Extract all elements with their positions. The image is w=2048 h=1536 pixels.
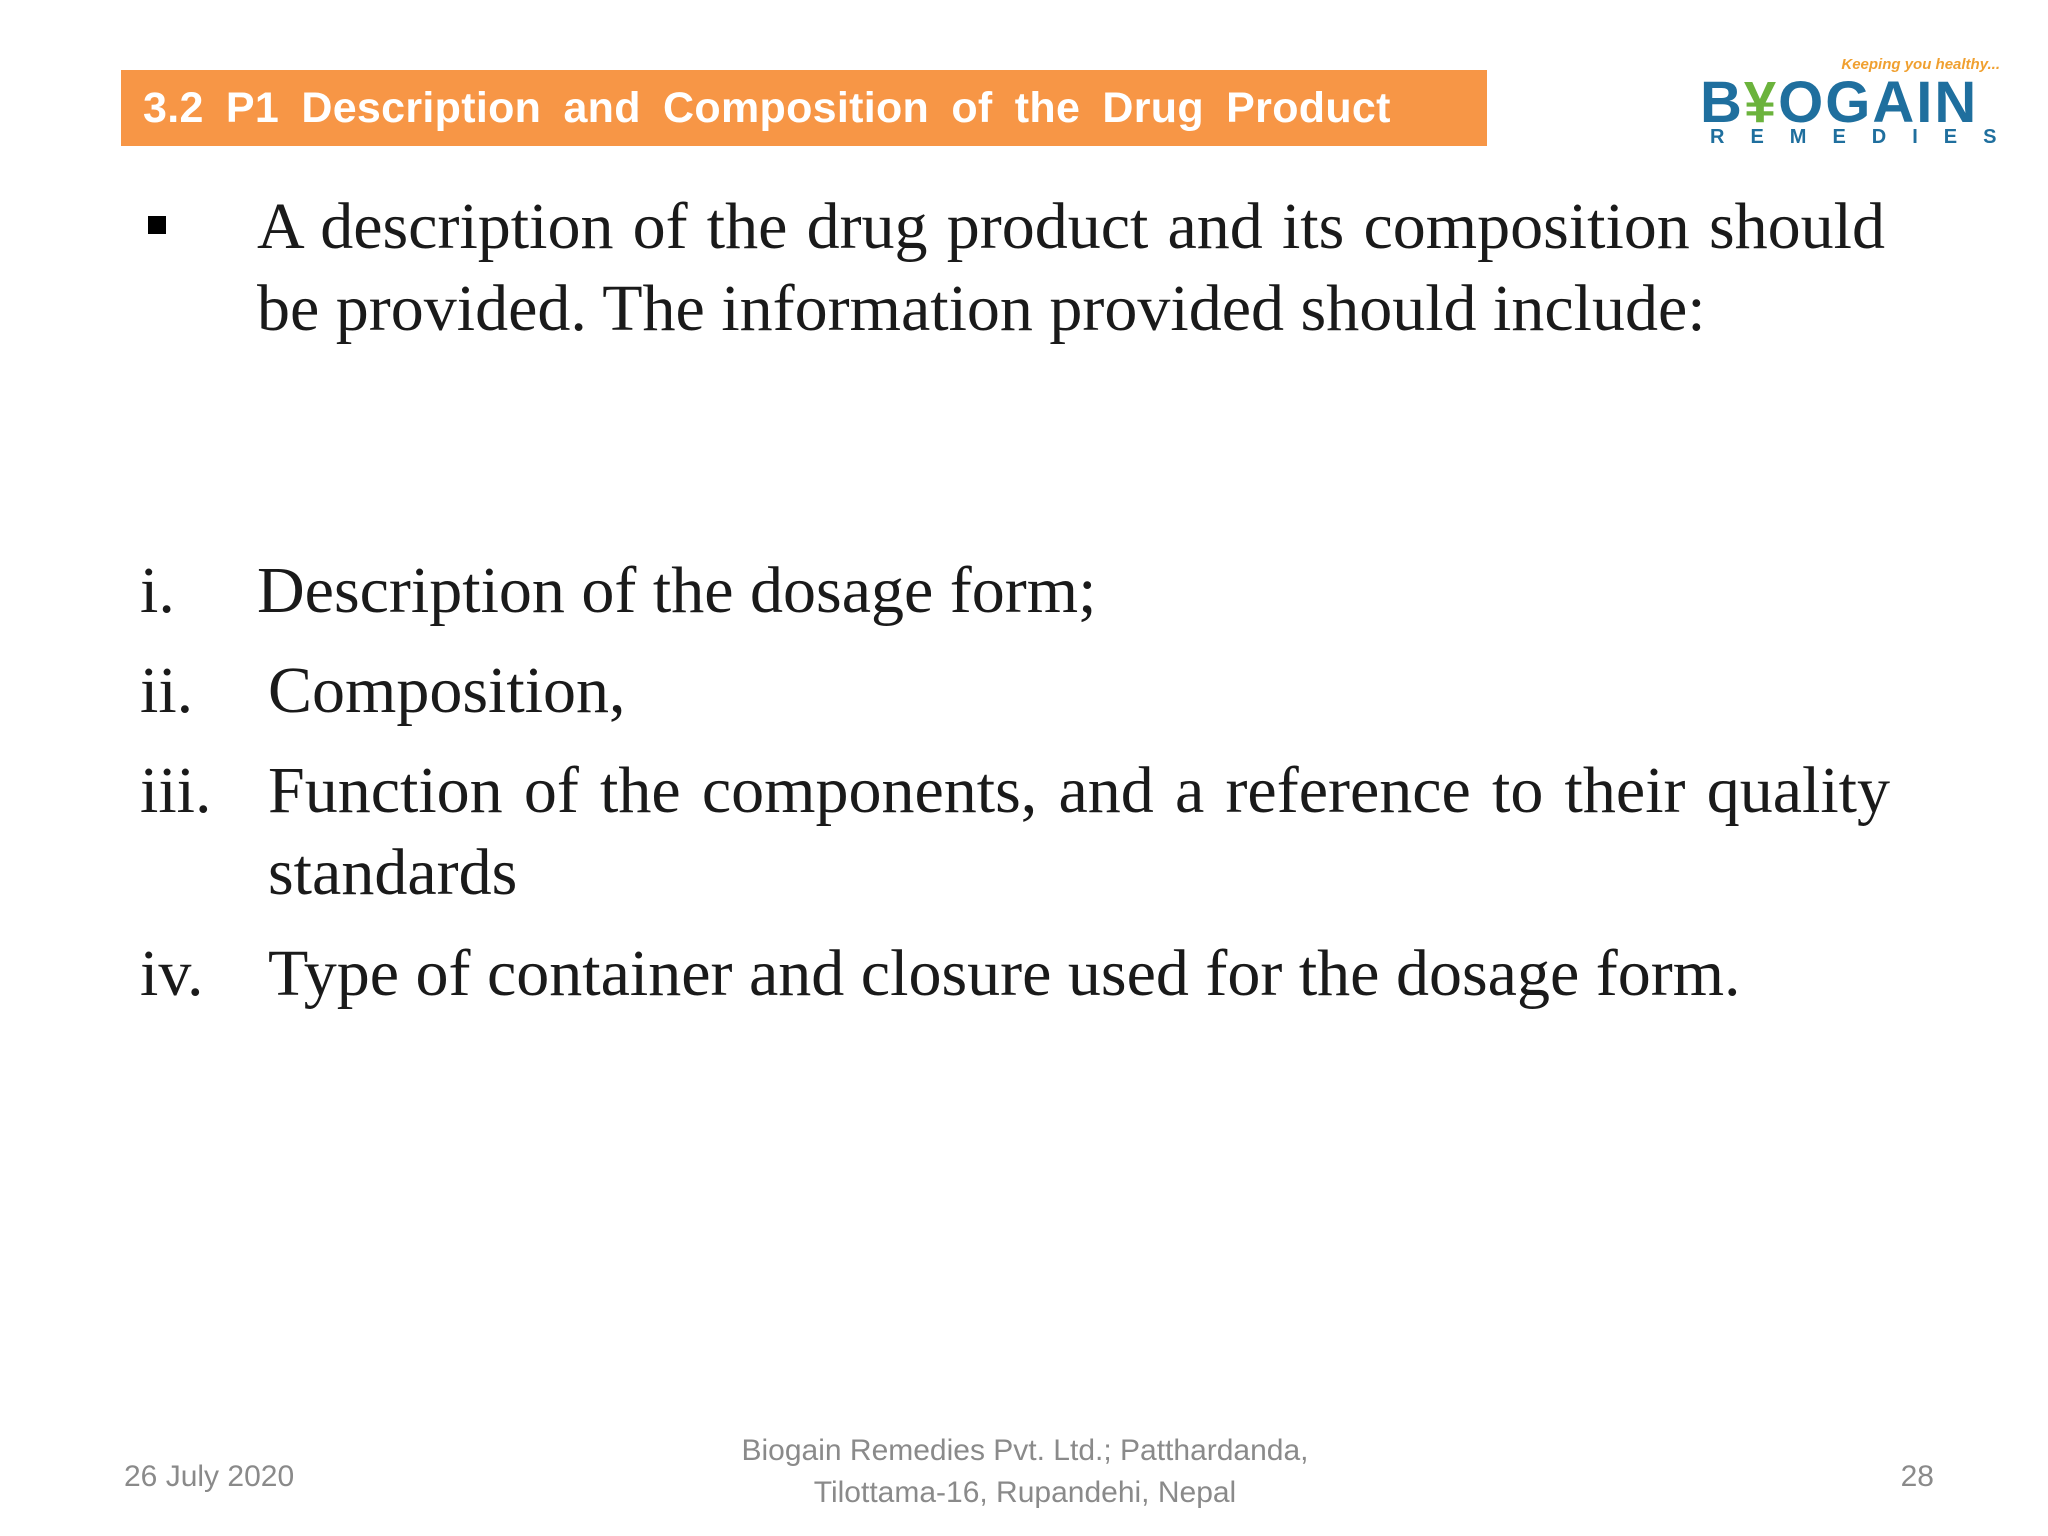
list-text: Description of the dosage form; (257, 554, 1097, 627)
footer-date: 26 July 2020 (124, 1460, 295, 1493)
slide-title-bar (121, 70, 1487, 146)
list-text: Composition, (268, 654, 626, 727)
footer-address-line2: Tilottama-16, Rupandehi, Nepal (813, 1476, 1237, 1509)
list-text: Type of container and closure used for the dosage form. (268, 937, 1741, 1010)
logo-wordmark: B¥OGAIN (1700, 70, 1979, 135)
list-number: ii. (140, 654, 194, 727)
company-logo (1700, 52, 2023, 152)
footer-address (700, 1430, 1350, 1514)
logo-figure-icon: ¥ (1743, 70, 1779, 135)
list-number: i. (140, 554, 175, 627)
list-text: Function of the components, and a reference to their quality standards (268, 754, 1890, 909)
logo-tagline: Keeping you healthy... (1841, 56, 2000, 73)
list-number: iii. (140, 754, 212, 827)
footer-address-line1: Biogain Remedies Pvt. Ltd.; Patthardanda, (741, 1434, 1309, 1467)
page-number: 28 (1900, 1460, 1934, 1493)
intro-text: A description of the drug product and its composition should be provided. The information provided should include: (257, 190, 1885, 345)
square-bullet-icon (148, 216, 166, 234)
slide-title: 3.2 P1 Description and Composition of the Drug Product (143, 83, 1391, 132)
list-number: iv. (140, 937, 204, 1010)
logo-subword: REMEDIES (1710, 126, 2023, 148)
